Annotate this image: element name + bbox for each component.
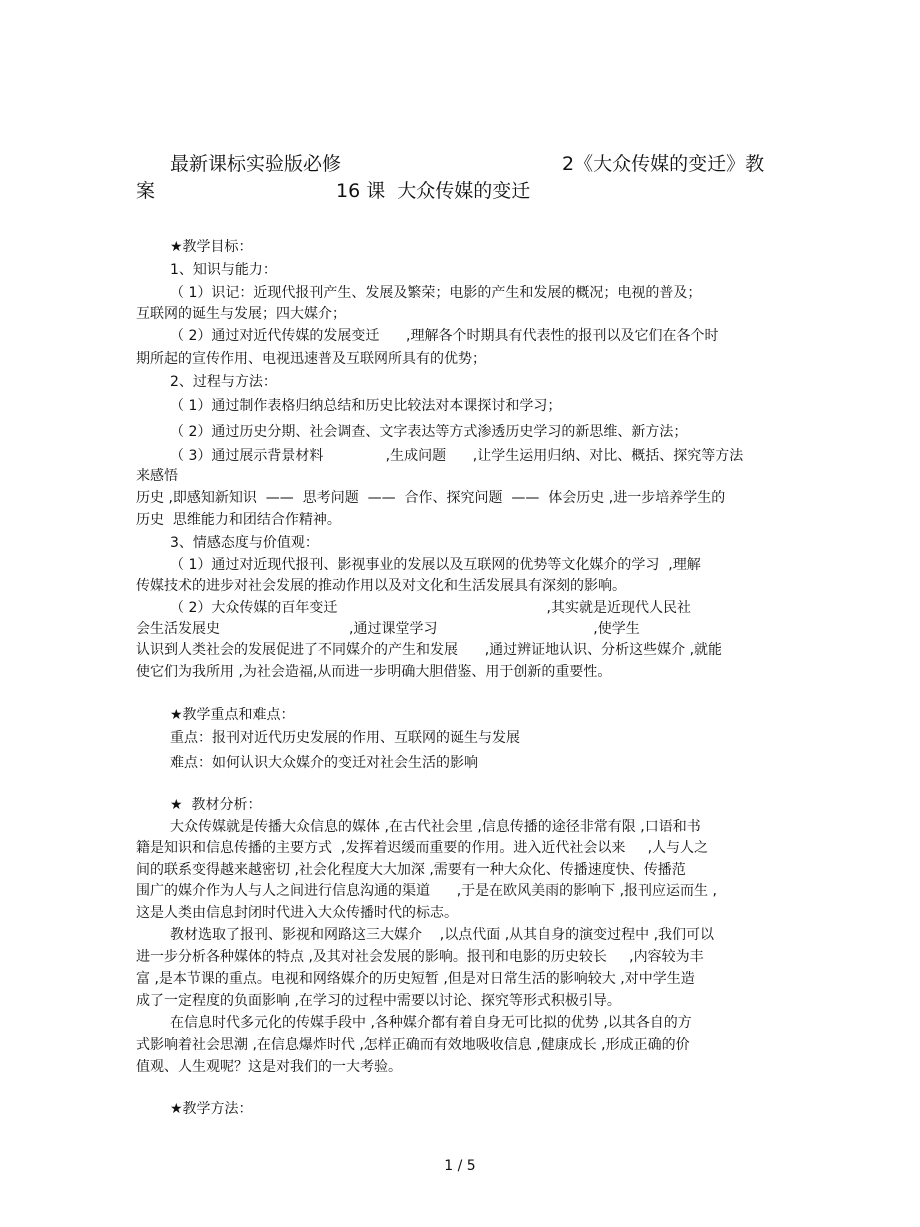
analysis-para2-line1: 教材选取了报刊、影视和网路这三大媒介 ,以点代面 ,从其自身的演变过程中 ,我们可以 (170, 927, 715, 943)
emotion-item-2b: 会生活发展史 ,通过课堂学习 ,使学生 (136, 621, 640, 637)
analysis-para3-line1: 在信息时代多元化的传媒手段中 ,各种媒介都有着自身无可比拟的优势 ,以其各自的方 (170, 1015, 692, 1031)
keypoints-difficulty: 难点：如何认识大众媒介的变迁对社会生活的影响 (170, 755, 478, 771)
goals-heading: ★教学目标： (170, 239, 253, 255)
emotion-item-1b: 传媒技术的进步对社会发展的推动作用以及对文化和生活发展具有深刻的影响。 (136, 578, 626, 594)
page-number: 1 / 5 (444, 1158, 476, 1174)
analysis-para3-line2: 式影响着社会思潮 ,在信息爆炸时代 ,怎样正确而有效地吸收信息 ,健康成长 ,形成正确的价 (136, 1037, 690, 1053)
knowledge-item-2a: （ 2）通过对近代传媒的发展变迁 ,理解各个时期具有代表性的报刊以及它们在各个时 (170, 328, 719, 344)
analysis-para2-line2: 进一步分析各种媒体的特点 ,及其对社会发展的影响。报刊和电影的历史较长 ,内容较为丰 (136, 949, 704, 965)
keypoints-heading: ★教学重点和难点： (170, 707, 295, 723)
analysis-para2-line3: 富 ,是本节课的重点。电视和网络媒介的历史短暂 ,但是对日常生活的影响较大 ,对中学生造 (136, 971, 695, 987)
emotion-item-2a: （ 2）大众传媒的百年变迁 ,其实就是近现代人民社 (170, 600, 691, 616)
analysis-para1-line4: 围广的媒介作为人与人之间进行信息沟通的渠道 ,于是在欧风美雨的影响下 ,报刊应运而生 , (136, 883, 717, 899)
process-item-3d: 历史 思维能力和团结合作精神。 (136, 512, 341, 528)
analysis-para1-line5: 这是人类由信息封闭时代进入大众传播时代的标志。 (136, 905, 458, 921)
knowledge-heading: 1、知识与能力： (170, 262, 277, 278)
emotion-item-2d: 使它们为我所用 ,为社会造福,从而进一步明确大胆借鉴、用于创新的重要性。 (136, 664, 612, 680)
analysis-para3-line3: 值观、人生观呢？这是对我们的一大考验。 (136, 1059, 402, 1075)
emotion-item-2c: 认识到人类社会的发展促进了不同媒介的产生和发展 ,通过辨证地认识、分析这些媒介 ,就能 (136, 642, 723, 658)
process-heading: 2、过程与方法： (170, 374, 277, 390)
process-item-3a: （ 3）通过展示背景材料 ,生成问题 ,让学生运用归纳、对比、概括、探究等方法 (170, 448, 744, 464)
process-item-3b: 来感悟 (136, 468, 178, 484)
title-line1-left: 最新课标实验版必修 (170, 153, 342, 175)
knowledge-item-2b: 期所起的宣传作用、电视迅速普及互联网所具有的优势； (136, 351, 486, 367)
keypoints-focus: 重点：报刊对近代历史发展的作用、互联网的诞生与发展 (170, 730, 520, 746)
methods-heading: ★教学方法： (170, 1101, 253, 1117)
analysis-para2-line4: 成了一定程度的负面影响 ,在学习的过程中需要以讨论、探究等形式积极引导。 (136, 993, 621, 1009)
title-line2-left: 案 (136, 180, 156, 202)
title-line2-center: 16 课 大众传媒的变迁 (336, 180, 531, 202)
emotion-heading: 3、情感态度与价值观： (170, 535, 319, 551)
emotion-item-1a: （ 1）通过对近现代报刊、影视事业的发展以及互联网的优势等文化媒介的学习 ,理解 (170, 557, 701, 573)
process-item-2: （ 2）通过历史分期、社会调查、文字表达等方式渗透历史学习的新思维、新方法； (170, 424, 688, 440)
knowledge-item-1b: 互联网的诞生与发展；四大媒介； (136, 306, 346, 322)
analysis-para1-line1: 大众传媒就是传播大众信息的媒体 ,在古代社会里 ,信息传播的途径非常有限 ,口语和书 (170, 819, 701, 835)
analysis-para1-line3: 间的联系变得越来越密切 ,社会化程度大大加深 ,需要有一种大众化、传播速度快、传播范 (136, 862, 686, 878)
process-item-1: （ 1）通过制作表格归纳总结和历史比较法对本课探讨和学习； (170, 398, 562, 414)
process-item-3c: 历史 ,即感知新知识 —— 思考问题 —— 合作、探究问题 —— 体会历史 ,进一步培养学生的 (136, 490, 726, 506)
analysis-para1-line2: 籍是知识和信息传播的主要方式 ,发挥着迟缓而重要的作用。进入近代社会以来 ,人与人之 (136, 840, 709, 856)
knowledge-item-1a: （ 1）识记：近现代报刊产生、发展及繁荣；电影的产生和发展的概况；电视的普及； (170, 285, 702, 301)
title-line1-right: 2《大众传媒的变迁》教 (562, 153, 765, 175)
analysis-heading: ★ 教材分析： (170, 797, 262, 813)
